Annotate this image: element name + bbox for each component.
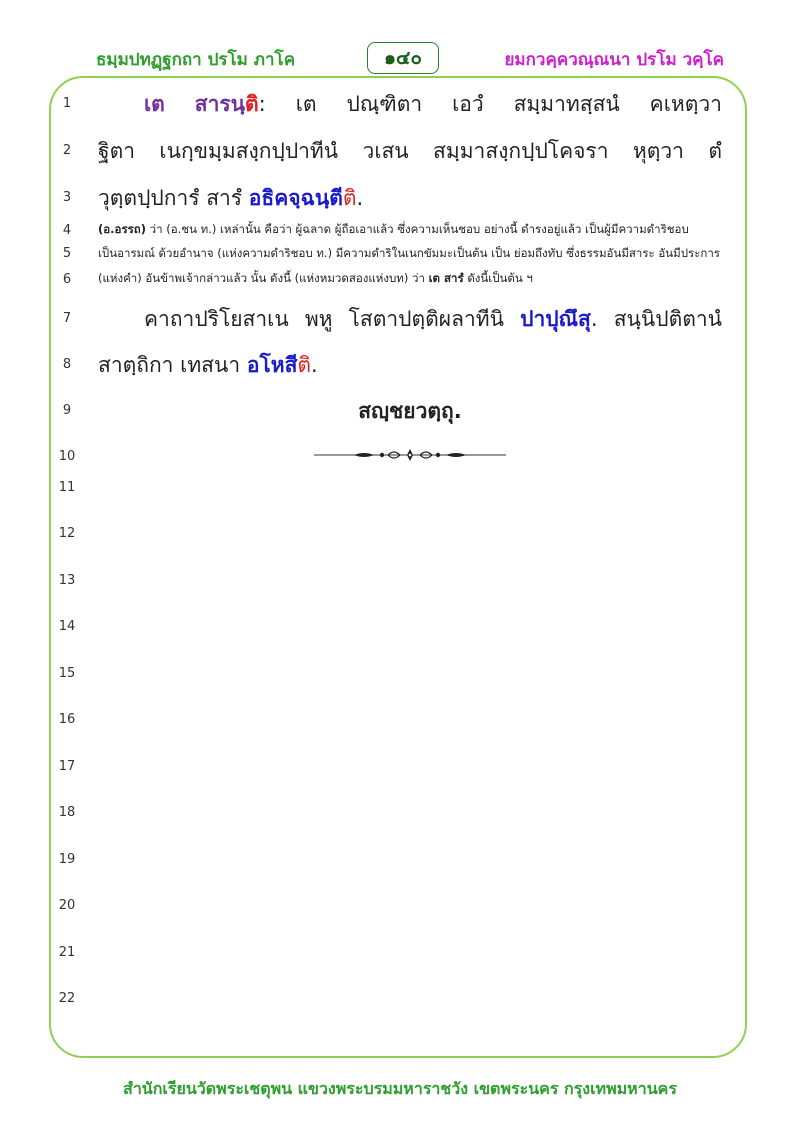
period: . — [311, 353, 318, 377]
line-number: 20 — [58, 898, 76, 913]
line-number: 17 — [58, 759, 76, 774]
text-line-7-body: คาถาปริโยสาเน พหู โสตาปตฺติผลาทีนิ — [144, 307, 504, 331]
colon: : — [258, 92, 266, 116]
line-number: 7 — [62, 311, 72, 326]
line-number: 3 — [62, 190, 72, 205]
gloss-line-6 — [98, 270, 726, 288]
line-number: 2 — [62, 143, 72, 158]
running-header-left: ธมฺมปทฏฺฐกถา ปรโม ภาโค — [96, 50, 296, 70]
period: . — [590, 307, 598, 331]
line-number: 11 — [58, 480, 76, 495]
footer-institution: สำนักเรียนวัดพระเชตุพน แขวงพระบรมมหาราชวัง เขตพระนคร กรุงเทพมหานคร — [123, 1079, 677, 1098]
term-adhigacchanti: อธิคจฺฉนฺตี — [248, 186, 343, 210]
gloss-line-4 — [98, 221, 726, 239]
ornament-divider-icon — [314, 446, 506, 464]
line-number: 8 — [62, 357, 72, 372]
line-number: 5 — [62, 246, 72, 261]
text-line-8-body: สาตฺถิกา เทสนา — [98, 353, 241, 377]
text-line-3 — [98, 182, 722, 215]
term-ahosi: อโหสี — [246, 353, 298, 377]
line-number: 14 — [58, 619, 76, 634]
line-number: 10 — [58, 449, 76, 464]
text-line-7-end: สนฺนิปติตานํ — [613, 307, 722, 331]
line-number: 15 — [58, 666, 76, 681]
term-saran-stem: สารนฺ — [194, 92, 246, 116]
gloss-term: เต สารํ — [428, 271, 464, 285]
line-number: 4 — [62, 223, 72, 238]
term-iti-marker: ติ — [297, 353, 312, 377]
term-iti-marker: ติ — [245, 92, 259, 116]
text-line-1-body: เต ปณฺฑิตา เอวํ สมฺมาทสฺสนํ คเหตฺวา — [295, 92, 722, 116]
line-number: 1 — [62, 96, 72, 111]
text-line-3-body: วุตฺตปฺปการํ สารํ — [98, 186, 243, 210]
line-number: 16 — [58, 712, 76, 727]
text-line-8 — [98, 349, 722, 382]
text-line-1 — [98, 88, 722, 121]
period: . — [356, 186, 364, 210]
line-number: 19 — [58, 852, 76, 867]
page-number-box: ๑๔๐ — [367, 42, 439, 74]
line-number: 6 — [62, 272, 72, 287]
running-header-right: ยมกวคฺควณฺณนา ปรโม วคฺโค — [504, 50, 724, 70]
term-papunimsu: ปาปุณึสุ — [520, 307, 591, 331]
gloss-label: (อ.อรรถ) — [98, 222, 147, 236]
term-iti-marker: ติ — [342, 186, 357, 210]
gloss-line-6-end: ดังนี้เป็นต้น ฯ — [467, 271, 533, 285]
text-line-7 — [98, 303, 722, 336]
gloss-line-4-body: ว่า (อ.ชน ท.) เหล่านั้น คือว่า ผู้ฉลาด ผู้ถือเอาแล้ว ซึ่งความเห็นชอบ อย่างนี้ ดำรงอยู่แล้ว เป็นผู้มีความดำริชอบ — [149, 222, 689, 236]
line-number: 18 — [58, 805, 76, 820]
term-te: เต — [144, 92, 165, 116]
term-saran — [195, 92, 259, 116]
line-number: 9 — [62, 403, 72, 418]
line-number: 21 — [58, 945, 76, 960]
text-line-2: ฐิตา เนกฺขมฺมสงฺกปฺปาทีนํ วเสน สมฺมาสงฺกปฺปโคจรา หุตฺวา ตํ — [98, 139, 722, 163]
story-title: สญฺชยวตฺถุ. — [358, 399, 462, 423]
line-number: 22 — [58, 991, 76, 1006]
gloss-line-6-body: (แห่งคำ) อันข้าพเจ้ากล่าวแล้ว นั้น ดังนี้ (แห่งหมวดสองแห่งบท) ว่า — [98, 271, 425, 285]
gloss-line-5: เป็นอารมณ์ ด้วยอำนาจ (แห่งความดำริชอบ ท.) มีความดำริในเนกขัมมะเป็นต้น เป็น ย่อมถึงทับ ซึ่งธรรมอันมีสาระ อันมีประการ — [98, 246, 720, 260]
line-number: 13 — [58, 573, 76, 588]
line-number: 12 — [58, 526, 76, 541]
